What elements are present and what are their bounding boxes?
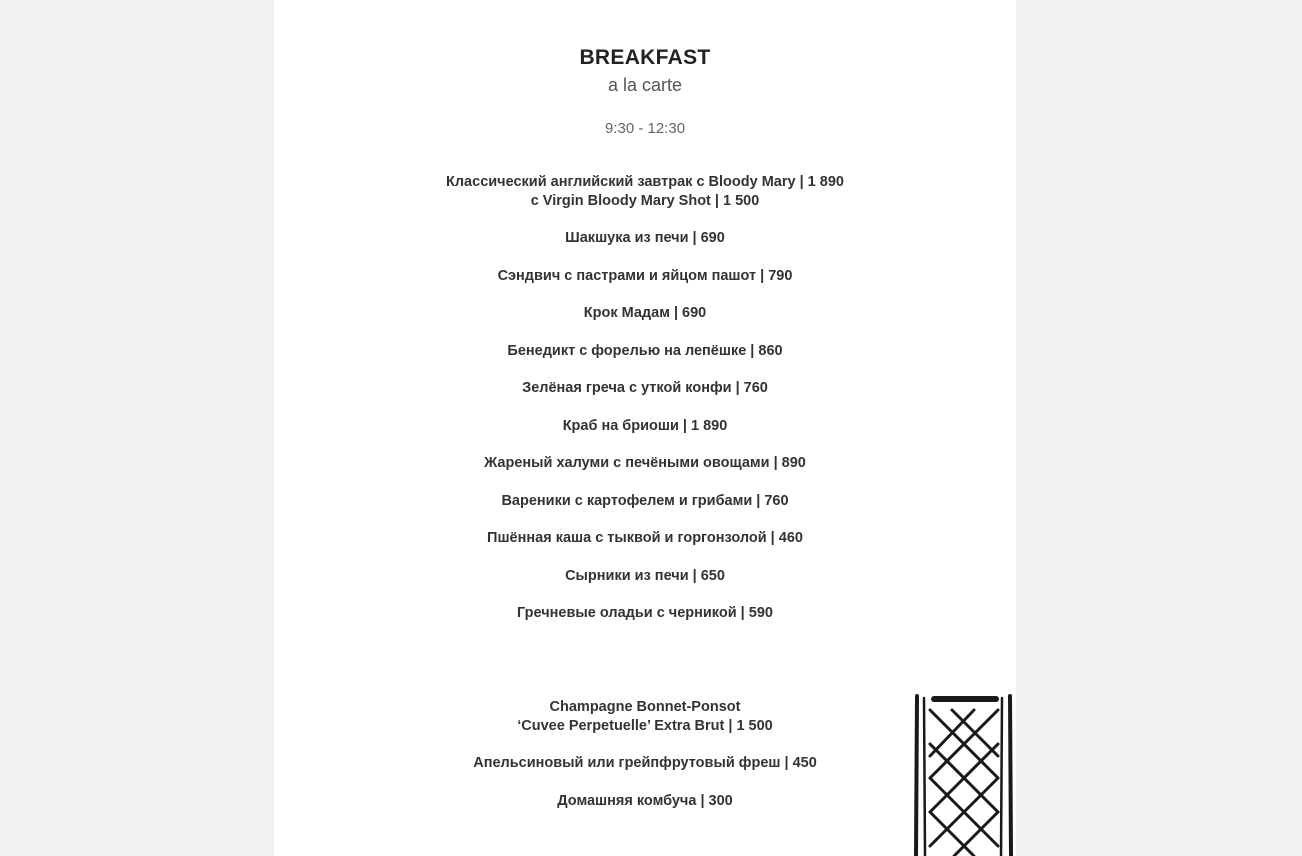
menu-item-line: с Virgin Bloody Mary Shot | 1 500 [530, 193, 760, 209]
menu-hours: 9:30 - 12:30 [604, 120, 686, 137]
menu-item: Гречневые оладьи с черникой | 590 [517, 605, 773, 621]
menu-item: Жареный халуми с печёными овощами | 890 [484, 455, 806, 471]
menu-item: Бенедикт с форелью на лепёшке | 860 [507, 343, 783, 359]
menu-subtitle: a la carte [607, 75, 683, 95]
menu-drink-item: Апельсиновый или грейпфрутовый фреш | 450 [473, 755, 817, 771]
menu-item: Пшённая каша с тыквой и горгонзолой | 460 [487, 530, 803, 546]
menu-drink-item: Домашняя комбуча | 300 [557, 793, 733, 809]
menu-item: Вареники с картофелем и грибами | 760 [501, 493, 789, 509]
menu-item: Краб на бриоши | 1 890 [562, 418, 728, 434]
lattice-window-icon [912, 694, 1016, 856]
menu-item: Крок Мадам | 690 [583, 305, 707, 321]
menu-item-line: ‘Cuvee Perpetuelle’ Extra Brut | 1 500 [517, 718, 773, 734]
menu-item: Зелёная греча с уткой конфи | 760 [522, 380, 768, 396]
menu-item-line: Champagne Bonnet-Ponsot [549, 699, 741, 715]
menu-item-line: Классический английский завтрак с Bloody Mary | 1 890 [446, 174, 844, 190]
menu-item: Шакшука из печи | 690 [565, 230, 725, 246]
menu-drink-item [274, 698, 1016, 736]
menu-item: Сырники из печи | 650 [565, 568, 725, 584]
menu-page [274, 0, 1016, 856]
menu-item [274, 173, 1016, 211]
menu-title: BREAKFAST [579, 46, 711, 69]
menu-item: Сэндвич с пастрами и яйцом пашот | 790 [497, 268, 793, 284]
